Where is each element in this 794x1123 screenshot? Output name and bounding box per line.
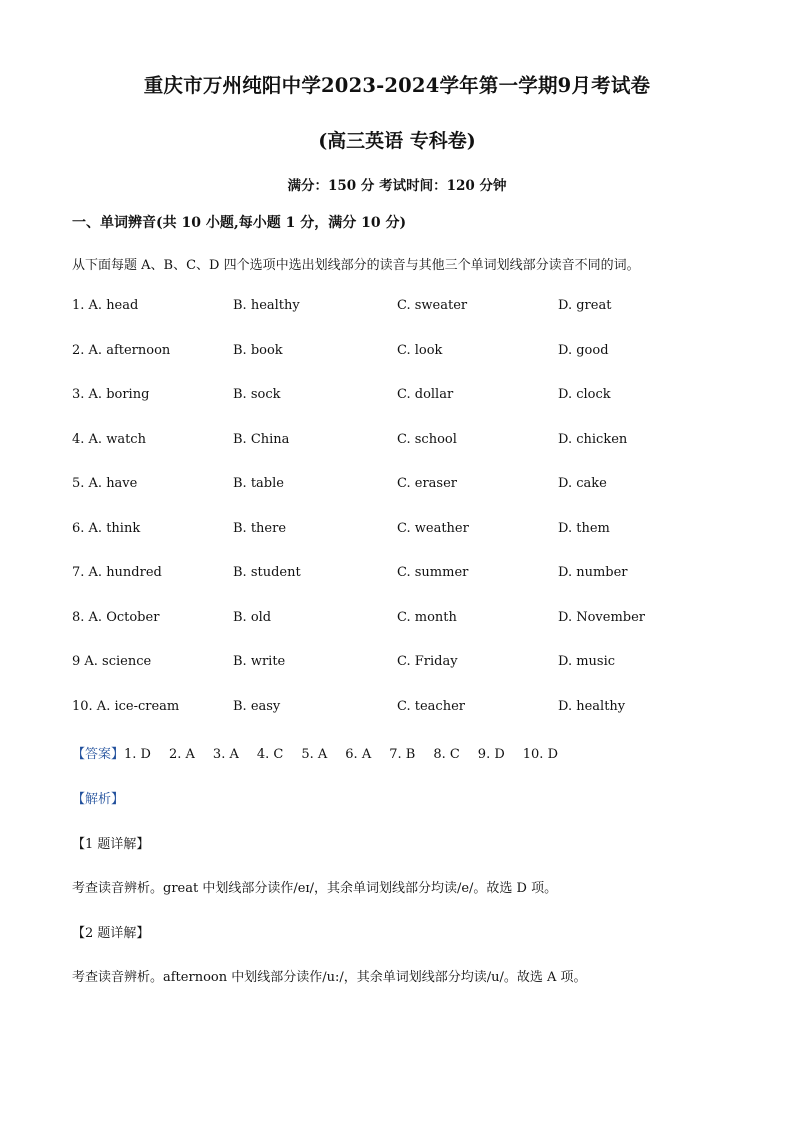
option-c: C. month — [397, 610, 457, 625]
option-b: B. healthy — [233, 298, 300, 313]
option-b: B. there — [233, 521, 287, 536]
option-d: D. great — [558, 298, 612, 313]
option-d: D. good — [558, 343, 609, 358]
question-row — [72, 654, 732, 674]
answer-tag: 【答案】 — [72, 747, 125, 762]
question-row — [72, 387, 732, 407]
option-d: D. healthy — [558, 699, 626, 714]
option-b: B. sock — [233, 387, 281, 402]
q2-detail-text: 考查读音辨析。afternoon 中划线部分读作/u:/，其余单词划线部分均读/u/。故选 A 项。 — [72, 970, 587, 985]
option-b: B. book — [233, 343, 283, 358]
answer-item: 2. A — [168, 747, 195, 762]
answer-item: 6. A — [345, 747, 372, 762]
option-d: D. November — [558, 610, 646, 625]
q2-detail-tag: 【2 题详解】 — [72, 926, 150, 941]
q1-detail-text: 考查读音辨析。great 中划线部分读作/eɪ/，其余单词划线部分均读/e/。故选 D 项。 — [72, 881, 558, 896]
exam-meta: 满分：150 分 考试时间：120 分钟 — [287, 178, 507, 194]
page-subtitle: (高三英语 专科卷) — [318, 130, 476, 152]
answer-item: 1. D — [124, 747, 151, 762]
option-a: 10. A. ice-cream — [72, 699, 180, 714]
option-c: C. school — [397, 432, 457, 447]
option-b: B. student — [233, 565, 301, 580]
option-c: C. dollar — [397, 387, 454, 402]
option-c: C. sweater — [397, 298, 468, 313]
question-row — [72, 476, 732, 496]
q1-detail-tag: 【1 题详解】 — [72, 837, 150, 852]
option-a: 9 A. science — [72, 654, 152, 669]
option-a: 2. A. afternoon — [72, 343, 171, 358]
answer-item: 3. A — [212, 747, 239, 762]
option-b: B. write — [233, 654, 286, 669]
option-b: B. old — [233, 610, 272, 625]
option-a: 3. A. boring — [72, 387, 150, 402]
question-row — [72, 343, 732, 363]
answer-item: 8. C — [433, 747, 460, 762]
option-c: C. summer — [397, 565, 469, 580]
option-d: D. cake — [558, 476, 607, 491]
question-row — [72, 699, 732, 719]
option-b: B. table — [233, 476, 284, 491]
option-a: 6. A. think — [72, 521, 141, 536]
analysis-tag: 【解析】 — [72, 792, 125, 807]
page-title: 重庆市万州纯阳中学2023-2024学年第一学期9月考试卷 — [143, 74, 651, 97]
option-d: D. chicken — [558, 432, 628, 447]
option-d: D. number — [558, 565, 628, 580]
option-a: 5. A. have — [72, 476, 138, 491]
section-instruction: 从下面每题 A、B、C、D 四个选项中选出划线部分的读音与其他三个单词划线部分读音不同的词。 — [72, 258, 640, 273]
option-a: 1. A. head — [72, 298, 139, 313]
option-c: C. eraser — [397, 476, 457, 491]
question-row — [72, 298, 732, 318]
option-c: C. teacher — [397, 699, 465, 714]
option-d: D. clock — [558, 387, 611, 402]
section-heading: 一、单词辨音(共 10 小题,每小题 1 分，满分 10 分) — [72, 215, 407, 231]
option-c: C. Friday — [397, 654, 458, 669]
option-a: 8. A. October — [72, 610, 160, 625]
question-row — [72, 432, 732, 452]
option-a: 7. A. hundred — [72, 565, 162, 580]
option-a: 4. A. watch — [72, 432, 146, 447]
answer-item: 9. D — [477, 747, 505, 762]
answer-item: 10. D — [522, 747, 558, 762]
question-row — [72, 521, 732, 541]
question-row — [72, 565, 732, 585]
option-b: B. China — [233, 432, 290, 447]
answer-item: 7. B — [389, 747, 416, 762]
answer-item: 4. C — [256, 747, 284, 762]
option-d: D. them — [558, 521, 610, 536]
option-d: D. music — [558, 654, 616, 669]
question-row — [72, 610, 732, 630]
option-c: C. look — [397, 343, 443, 358]
answer-key — [72, 743, 576, 762]
answer-item: 5. A — [301, 747, 328, 762]
option-b: B. easy — [233, 699, 281, 714]
option-c: C. weather — [397, 521, 469, 536]
